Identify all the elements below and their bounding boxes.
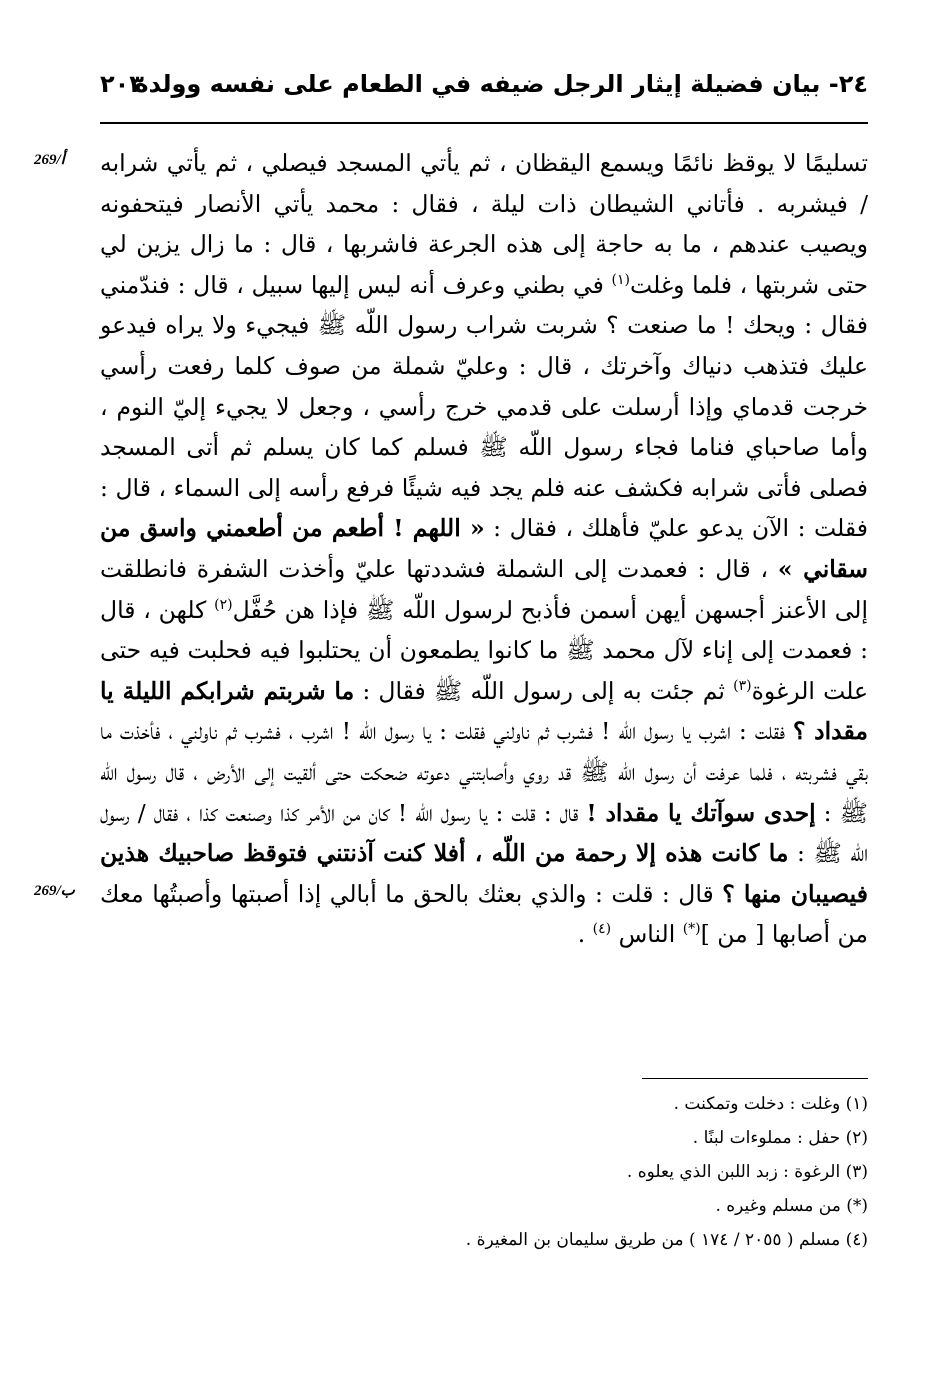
text-run: في بطني وعرف أنه ليس إليها سبيل ، قال : فندّمني فقال : ويحك ! ما صنعت ؟ شربت شراب رسول اللّه ﷺ فيجيء ولا يراه فيدعو عليك فتذهب دنياك وآخرتك ، قال : وعليّ شملة من صوف كلما رفعت رأسي خرجت قدماي وإذا أرسلت على قدمي خرج رأسي ، وجعل لا يجيء إليّ النوم ، وأما صاحباي فناما فجاء رسول اللّه ﷺ فسلم كما كان يسلم ثم أتى المسجد فصلى فأتى شرابه فكشف عنه فلم يجد فيه شيئًا فرفع رأسه إلى السماء ، قال : فقلت : الآن يدعو عليّ فأهلك ، فقال : — [100, 270, 868, 543]
text-run: تسليمًا لا يوقظ نائمًا ويسمع اليقظان ، ثم يأتي المسجد فيصلي ، ثم يأتي شرابه / فيشربه . فأتاني الشيطان ذات ليلة ، فقال : محمد يأتي الأنصار فيتحفونه ويصيب عندهم ، ما به حاجة إلى هذه الجرعة فاشربها ، قال : ما زال يزين لي حتى شربتها ، فلما وغلت — [100, 149, 868, 299]
footnote: (٤) مسلم ( ٢٠٥٥ / ١٧٤ ) من طريق سليمان بن المغيرة . — [465, 1230, 868, 1250]
header-divider — [100, 122, 868, 124]
margin-folio-note: 269/ب — [34, 883, 75, 899]
margin-folio-note: 269/أ — [34, 152, 65, 168]
bold-quote: « اللهم ! أطعم من أطعمني واسق من سقاني » — [100, 514, 868, 583]
footnote-divider — [642, 1078, 868, 1079]
text-run: قال : قلت : يا رسول اللّه ! كان من الأمر كذا وصنعت كذا ، فقال / رسول اللّه ﷺ : — [100, 798, 868, 868]
bold-quote: ما شربتم شرابكم الليلة يا مقداد ؟ — [100, 676, 868, 746]
footnote: (٣) الرغوة : زبد اللبن الذي يعلوه . — [626, 1162, 868, 1182]
text-run: قال : قلت : والذي بعثك بالحق ما أبالي إذا أصبتها وأصبتُها معك من أصابها [ من ] — [100, 879, 868, 949]
bold-quote: ما كانت هذه إلا رحمة من اللّه ، أفلا كنت آذنتني فتوقظ صاحبيك هذين فيصيبان منها ؟ — [100, 839, 868, 908]
footnote-ref: (٢) — [214, 596, 233, 613]
text-run: الناس — [611, 920, 683, 949]
footnote-ref: (١) — [611, 271, 631, 288]
footnote: (١) وغلت : دخلت وتمكنت . — [673, 1094, 868, 1114]
page-number: ٢٠٣ — [100, 70, 144, 98]
main-text — [100, 143, 868, 955]
footnote: (٢) حفل : مملوءات لبنًا . — [692, 1128, 868, 1148]
hadith-paragraph — [100, 143, 868, 955]
text-run: ثم جئت به إلى رسول اللّه ﷺ فقال : — [354, 676, 734, 705]
text-run: . — [577, 920, 593, 949]
footnote-ref: (*) — [682, 921, 701, 938]
chapter-title: ٢٤- بيان فضيلة إيثار الرجل ضيفه في الطعام على نفسه وولده — [134, 70, 868, 98]
text-run: كلهن ، قال : فعمدت إلى إناء لآل محمد ﷺ ما كانوا يطمعون أن يحتلبوا فيه فحلبت فيه حتى علت الرغوة — [100, 595, 869, 705]
text-run: ، قال : فعمدت إلى الشملة فشددتها عليّ وأخذت الشفرة فانطلقت إلى الأعنز أجسهن أيهن أسمن فأذبح لرسول اللّه ﷺ فإذا هن حُفَّل — [100, 554, 868, 624]
page-header — [100, 60, 868, 114]
footnotes — [100, 1087, 868, 1257]
footnote: (*) من مسلم وغيره . — [715, 1196, 868, 1216]
text-run: فقلت : اشرب يا رسول اللّه ! فشرب ثم ناولني فقلت : يا رسول اللّه ! اشرب ، فشرب ثم ناولني ، فأخذت ما بقي فشربته ، فلما عرفت أن رسول اللّه ﷺ قد روي وأصابتني دعوته ضحكت حتى ألقيت إلى الأرض ، قال رسول اللّه ﷺ : — [100, 717, 868, 827]
footnote-ref: (٤) — [592, 921, 612, 938]
bold-quote: إحدى سوآتك يا مقداد ! — [586, 798, 816, 827]
footnote-ref: (٣) — [733, 677, 752, 694]
